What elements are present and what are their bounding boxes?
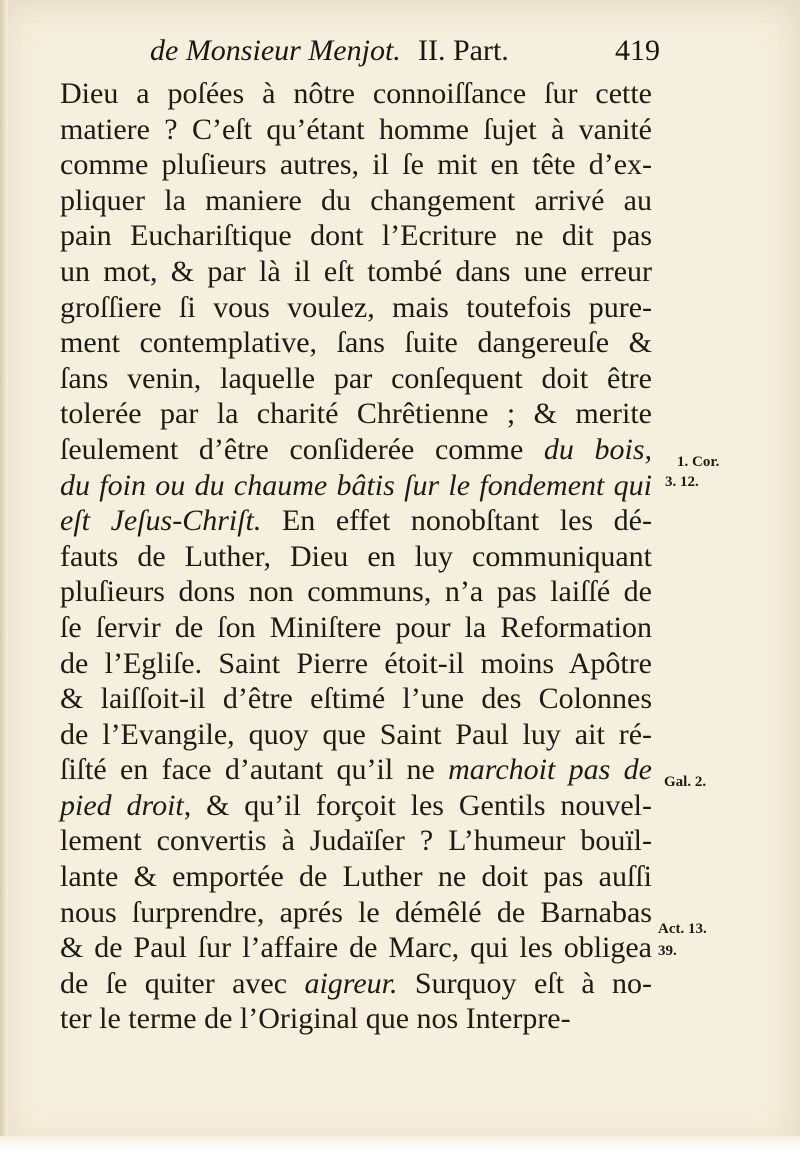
text-line [60, 788, 652, 824]
text-line [60, 183, 652, 219]
text-segment: En effet nonobſtant les dé- [261, 504, 652, 538]
text-line [60, 361, 652, 397]
text-segment: ſe ſervir de ſon Miniſtere pour la Reformation [60, 610, 652, 644]
italic-text: eſt Jeſus-Chriſt. [60, 504, 262, 538]
text-segment: ſiſté en face d’autant qu’il ne [60, 753, 449, 787]
text-line [60, 610, 652, 646]
text-line [60, 290, 652, 326]
margin-note-line: 3. 12. [665, 474, 699, 490]
text-segment: pliquer la maniere du changement arrivé au [60, 183, 652, 217]
text-line [60, 112, 652, 148]
text-line [60, 895, 652, 931]
running-title: de Monsieur Menjot. [150, 34, 401, 67]
text-segment: comme pluſieurs autres, il ſe mit en tête d’ex- [60, 148, 652, 182]
page-gutter-shadow [0, 0, 8, 1150]
text-line [60, 218, 652, 254]
body-text [60, 76, 652, 1037]
text-segment: un mot, & par là il eſt tombé dans une erreur [60, 254, 652, 288]
margin-note-line: 1. Cor. [677, 454, 720, 470]
text-segment: & de Paul ſur l’affaire de Marc, qui les obligea [60, 931, 652, 965]
italic-text: du foin ou du chaume bâtis ſur le fondement qui [60, 468, 652, 502]
text-line [60, 432, 652, 468]
text-segment: nous ſurprendre, aprés le démêlé de Barnabas [60, 895, 652, 929]
margin-note-line: Act. 13. [658, 921, 707, 937]
text-segment: de l’Egliſe. Saint Pierre étoit-il moins Apôtre [60, 646, 652, 680]
text-line [60, 254, 652, 290]
text-line [60, 396, 652, 432]
text-segment: groſſiere ſi vous voulez, mais toutefois pure- [60, 290, 652, 324]
page-number: 419 [615, 34, 660, 67]
text-segment: ment contemplative, ſans ſuite dangereuſe & [60, 326, 652, 360]
text-line [60, 646, 652, 682]
text-line [60, 966, 652, 1002]
text-line [60, 681, 652, 717]
text-line [60, 1001, 652, 1037]
text-line [60, 823, 652, 859]
text-line [60, 539, 652, 575]
margin-note-line: 39. [658, 943, 677, 959]
text-line [60, 76, 652, 112]
italic-text: marchoit pas de [448, 753, 652, 787]
text-segment: pain Euchariſtique dont l’Ecriture ne dit pas [60, 219, 652, 253]
part-label: II. Part. [418, 34, 509, 67]
text-line [60, 859, 652, 895]
text-line [60, 717, 652, 753]
text-segment: matiere ? C’eſt qu’étant homme ſujet à vanité [60, 112, 652, 146]
text-line [60, 503, 652, 539]
italic-text: aigreur. [304, 966, 398, 1000]
text-segment: tolerée par la charité Chrêtienne ; & merite [60, 397, 652, 431]
text-segment: pluſieurs dons non communs, n’a pas laiſſé de [60, 575, 652, 609]
margin-note-gal [664, 772, 706, 792]
italic-text: du bois, [543, 432, 652, 466]
text-segment: ſans venin, laquelle par conſequent doit être [60, 361, 652, 395]
text-segment: de l’Evangile, quoy que Saint Paul luy ait ré- [60, 717, 652, 751]
text-segment: ſeulement d’être conſiderée comme [60, 432, 544, 466]
margin-note-line: Gal. 2. [664, 774, 707, 790]
text-segment: Dieu a poſées à nôtre connoiſſance ſur cette [60, 77, 652, 110]
text-line [60, 147, 652, 183]
margin-note-act [658, 918, 707, 962]
text-segment: fauts de Luther, Dieu en luy communiquant [60, 539, 652, 573]
text-segment: ter le terme de l’Original que nos Interpre- [60, 1002, 571, 1036]
margin-note-1-cor [665, 452, 719, 492]
text-segment: de ſe quiter avec [60, 966, 305, 1000]
text-segment: Surquoy eſt à no- [397, 966, 653, 1000]
text-segment: lante & emportée de Luther ne doit pas auſſi [60, 860, 652, 894]
text-line [60, 468, 652, 504]
page-bottom-edge [0, 1136, 800, 1150]
running-header [150, 34, 660, 74]
text-line [60, 752, 652, 788]
text-segment: , & qu’il forçoit les Gentils nouvel- [183, 788, 652, 822]
italic-text: pied droit [60, 788, 184, 822]
text-line [60, 325, 652, 361]
text-line [60, 574, 652, 610]
text-line [60, 930, 652, 966]
text-segment: lement convertis à Judaïſer ? L’humeur bouïl- [60, 824, 652, 858]
text-segment: & laiſſoit-il d’être eſtimé l’une des Colonnes [60, 682, 652, 716]
